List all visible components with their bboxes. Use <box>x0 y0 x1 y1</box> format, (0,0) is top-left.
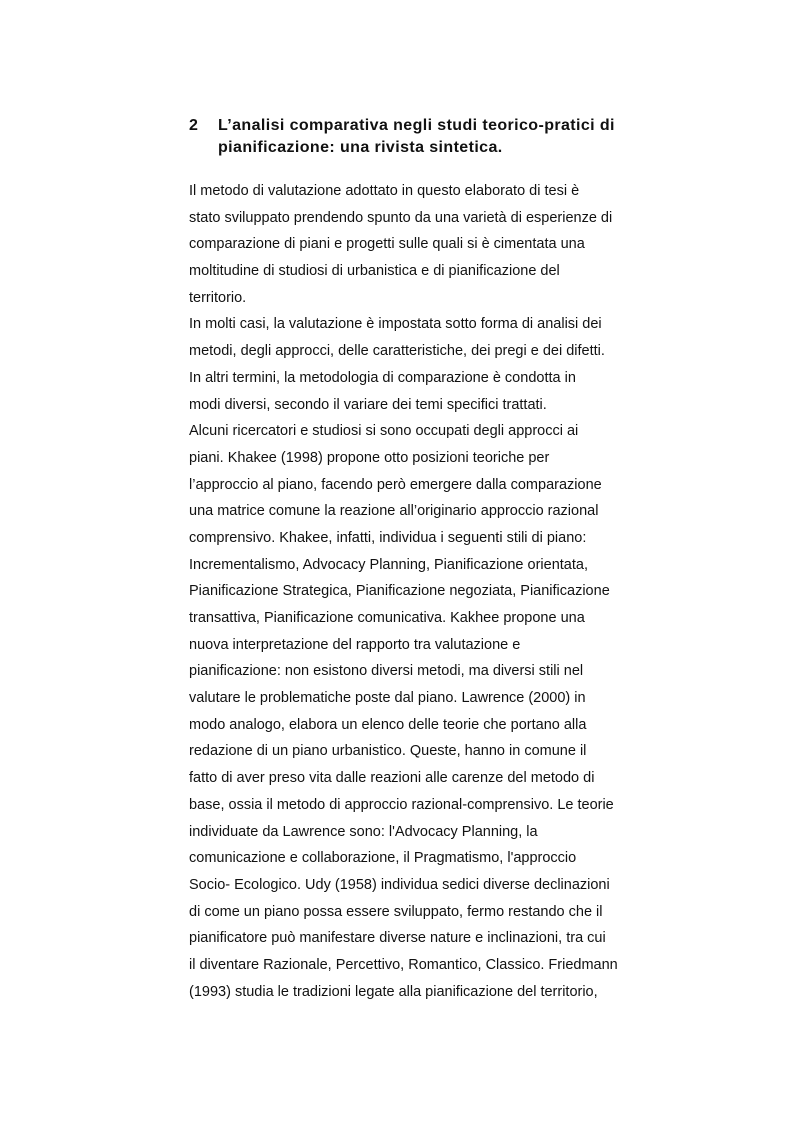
text-line: individuate da Lawrence sono: l'Advocacy Planning, la <box>189 823 538 840</box>
text-line: Alcuni ricercatori e studiosi si sono occupati degli approcci ai <box>189 423 579 440</box>
text-line: modo analogo, elabora un elenco delle teorie che portano alla <box>189 716 587 733</box>
text-line: piani. Khakee (1998) propone otto posizioni teoriche per <box>189 449 550 466</box>
body-paragraphs <box>189 178 669 1005</box>
text-line: base, ossia il metodo di approccio razional-comprensivo. Le teorie <box>189 796 614 813</box>
text-line: (1993) studia le tradizioni legate alla pianificazione del territorio, <box>189 983 598 1000</box>
text-line: di come un piano possa essere sviluppato, fermo restando che il <box>189 903 603 920</box>
text-line: Pianificazione Strategica, Pianificazione negoziata, Pianificazione <box>189 583 610 600</box>
text-line: territorio. <box>189 289 247 306</box>
text-line: transattiva, Pianificazione comunicativa. Kakhee propone una <box>189 610 585 626</box>
text-line: Il metodo di valutazione adottato in questo elaborato di tesi è <box>189 183 580 199</box>
text-line: stato sviluppato prendendo spunto da una varietà di esperienze di <box>189 209 613 226</box>
text-line: comparazione di piani e progetti sulle quali si è cimentata una <box>189 236 585 253</box>
text-line: valutare le problematiche poste dal piano. Lawrence (2000) in <box>189 690 586 707</box>
text-line: moltitudine di studiosi di urbanistica e di pianificazione del <box>189 263 560 280</box>
text-line: Incrementalismo, Advocacy Planning, Pianificazione orientata, <box>189 556 588 573</box>
text-line: comunicazione e collaborazione, il Pragmatismo, l'approccio <box>189 850 577 867</box>
text-line: nuova interpretazione del rapporto tra valutazione e <box>189 636 521 653</box>
text-line: redazione di un piano urbanistico. Queste, hanno in comune il <box>189 743 587 760</box>
section-title: L’analisi comparativa negli studi teorico-pratici di pianificazione: una rivista sintetica. <box>218 117 615 156</box>
text-line: il diventare Razionale, Percettivo, Romantico, Classico. Friedmann <box>189 956 618 973</box>
section-heading <box>189 115 689 159</box>
text-line: comprensivo. Khakee, infatti, individua i seguenti stili di piano: <box>189 529 587 546</box>
section-number: 2 <box>189 117 199 134</box>
text-line: In altri termini, la metodologia di comparazione è condotta in <box>189 369 576 386</box>
text-line: fatto di aver preso vita dalle reazioni alle carenze del metodo di <box>189 770 595 787</box>
text-line: In molti casi, la valutazione è impostata sotto forma di analisi dei <box>189 316 602 333</box>
text-line: pianificazione: non esistono diversi metodi, ma diversi stili nel <box>189 663 584 680</box>
text-line: una matrice comune la reazione all’originario approccio razional <box>189 503 599 520</box>
text-line: pianificatore può manifestare diverse nature e inclinazioni, tra cui <box>189 930 606 947</box>
text-line: modi diversi, secondo il variare dei temi specifici trattati. <box>189 396 547 413</box>
text-line: Socio- Ecologico. Udy (1958) individua sedici diverse declinazioni <box>189 876 610 893</box>
text-line: l’approccio al piano, facendo però emergere dalla comparazione <box>189 476 602 493</box>
text-line: metodi, degli approcci, delle caratteristiche, dei pregi e dei difetti. <box>189 343 605 360</box>
